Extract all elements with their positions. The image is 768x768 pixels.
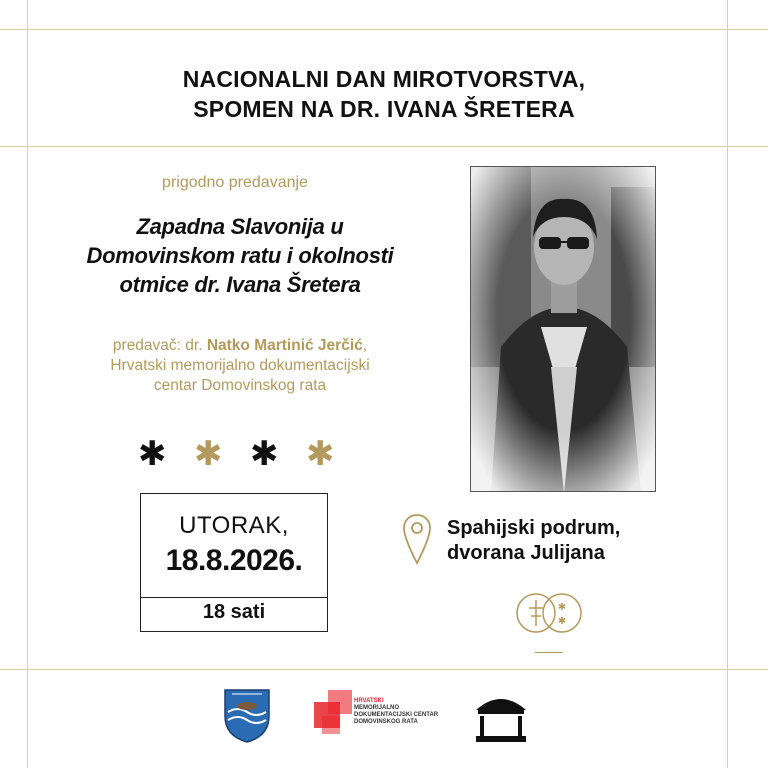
speaker-suffix: , bbox=[362, 337, 368, 354]
institution-line-2: centar Domovinskog rata bbox=[153, 377, 327, 394]
event-time: 18 sati bbox=[202, 601, 266, 623]
emblem-underline bbox=[535, 652, 563, 653]
star-icon: ✱ bbox=[138, 435, 167, 473]
frame-line-right bbox=[727, 0, 728, 768]
city-coat-of-arms-logo bbox=[222, 686, 272, 744]
logo-square bbox=[322, 716, 340, 734]
speaker-info bbox=[40, 336, 440, 396]
lecture-title-line-3: otmice dr. Ivana Šretera bbox=[119, 272, 361, 297]
lecture-title bbox=[40, 212, 440, 299]
hmdcdr-text-line-2: MEMORIJALNO bbox=[354, 705, 399, 711]
frame-line-left bbox=[27, 0, 28, 768]
cross-emblem-icon bbox=[512, 592, 586, 634]
title-line-1: NACIONALNI DAN MIROTVORSTVA, bbox=[182, 66, 586, 92]
venue-line-2: dvorana Julijana bbox=[447, 542, 605, 564]
date-divider bbox=[141, 597, 327, 598]
venue-line-1: Spahijski podrum, bbox=[447, 517, 621, 539]
institution-line-1: Hrvatski memorijalno dokumentacijski bbox=[110, 357, 370, 374]
speaker-prefix: predavač: dr. bbox=[112, 337, 207, 354]
hmdcdr-text bbox=[354, 698, 462, 726]
frame-line-header-bottom bbox=[0, 146, 768, 147]
frame-line-footer-top bbox=[0, 669, 768, 670]
portrait-figure bbox=[471, 167, 656, 492]
star-icon: ✱ bbox=[194, 435, 223, 473]
hmdcdr-text-line-4: DOMOVINSKOG RATA bbox=[354, 719, 418, 725]
event-day: UTORAK, bbox=[179, 512, 289, 539]
map-pin-icon bbox=[402, 513, 432, 567]
lecture-title-line-2: Domovinskom ratu i okolnosti bbox=[86, 243, 394, 268]
venue-name bbox=[447, 516, 687, 566]
lecture-subtitle: prigodno predavanje bbox=[162, 174, 308, 191]
portrait-photo bbox=[470, 166, 656, 492]
hmdcdr-text-line-1: HRVATSKI bbox=[354, 698, 384, 704]
title-line-2: SPOMEN NA DR. IVANA ŠRETERA bbox=[193, 96, 575, 122]
logo-square bbox=[328, 690, 352, 714]
speaker-name: Natko Martinić Jerčić bbox=[206, 337, 363, 354]
svg-text:✱: ✱ bbox=[557, 602, 567, 613]
lecture-title-line-1: Zapadna Slavonija u bbox=[136, 214, 344, 239]
star-icon: ✱ bbox=[250, 435, 279, 473]
hmdcdr-logo bbox=[314, 690, 454, 740]
hmdcdr-text-line-3: DOKUMENTACIJSKI CENTAR bbox=[354, 712, 439, 718]
museum-logo bbox=[472, 686, 530, 744]
frame-line-top bbox=[0, 29, 768, 30]
star-icon: ✱ bbox=[306, 435, 335, 473]
event-date: 18.8.2026. bbox=[165, 544, 303, 577]
decorative-stars bbox=[138, 436, 338, 476]
date-box bbox=[140, 493, 328, 632]
page-title bbox=[60, 64, 708, 124]
svg-text:✱: ✱ bbox=[557, 616, 567, 627]
